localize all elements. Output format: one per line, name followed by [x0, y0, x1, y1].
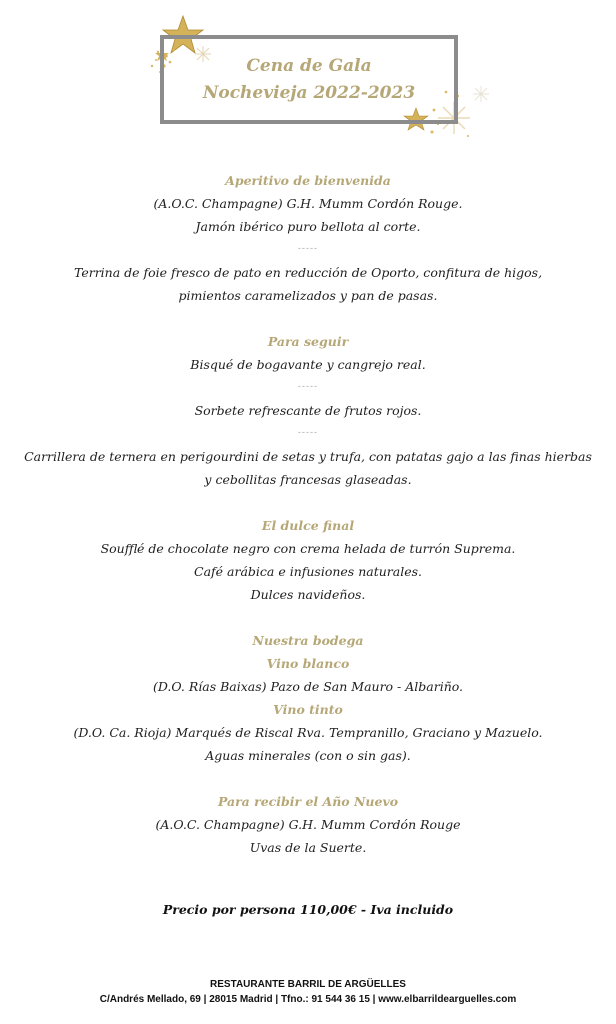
contact-line: C/Andrés Mellado, 69 | 28015 Madrid | Tfno.: 91 544 36 15 | www.elbarrildearguelles.com [99, 994, 517, 1005]
menu-item: y cebollitas francesas glaseadas. [204, 472, 412, 487]
event-title: Cena de Gala [246, 55, 372, 76]
menu-item: Uvas de la Suerte. [249, 840, 367, 855]
section-title-ano-nuevo: Para recibir el Año Nuevo [217, 794, 399, 809]
section-title-dulce: El dulce final [261, 518, 355, 533]
menu-item: Dulces navideños. [250, 587, 366, 602]
price-line: Precio por persona 110,00€ - Iva incluido [162, 902, 454, 917]
menu-item: (A.O.C. Champagne) G.H. Mumm Cordón Rouge. [153, 196, 463, 211]
menu-item: Terrina de foie fresco de pato en reducción de Oporto, confitura de higos, [73, 265, 543, 280]
subsection-title-tinto: Vino tinto [273, 702, 343, 717]
menu-item: Carrillera de ternera en perigourdini de setas y trufa, con patatas gajo a las finas hierbas [24, 449, 592, 464]
menu-item: (D.O. Rías Baixas) Pazo de San Mauro - Albariño. [152, 679, 464, 694]
menu-item: Aguas minerales (con o sin gas). [205, 748, 411, 763]
separator: ----- [297, 428, 319, 438]
separator: ----- [297, 382, 319, 392]
event-subtitle: Nochevieja 2022-2023 [202, 82, 416, 103]
title-frame [160, 35, 458, 124]
menu-item: pimientos caramelizados y pan de pasas. [178, 288, 438, 303]
separator: ----- [297, 244, 319, 254]
menu-item: Sorbete refrescante de frutos rojos. [194, 403, 422, 418]
menu-body [0, 169, 616, 859]
snowflake-icon [473, 86, 489, 102]
menu-item: (A.O.C. Champagne) G.H. Mumm Cordón Rouge [155, 817, 461, 832]
menu-item: Soufflé de chocolate negro con crema helada de turrón Suprema. [100, 541, 516, 556]
subsection-title-blanco: Vino blanco [266, 656, 350, 671]
section-title-aperitivo: Aperitivo de bienvenida [225, 173, 391, 188]
section-title-bodega: Nuestra bodega [252, 633, 364, 648]
restaurant-name: RESTAURANTE BARRIL DE ARGÜELLES [210, 979, 406, 990]
menu-item: Jamón ibérico puro bellota al corte. [195, 219, 421, 234]
menu-item: (D.O. Ca. Rioja) Marqués de Riscal Rva. Tempranillo, Graciano y Mazuelo. [73, 725, 543, 740]
section-title-seguir: Para seguir [267, 334, 349, 349]
menu-item: Bisqué de bogavante y cangrejo real. [190, 357, 426, 372]
menu-item: Café arábica e infusiones naturales. [194, 564, 422, 579]
